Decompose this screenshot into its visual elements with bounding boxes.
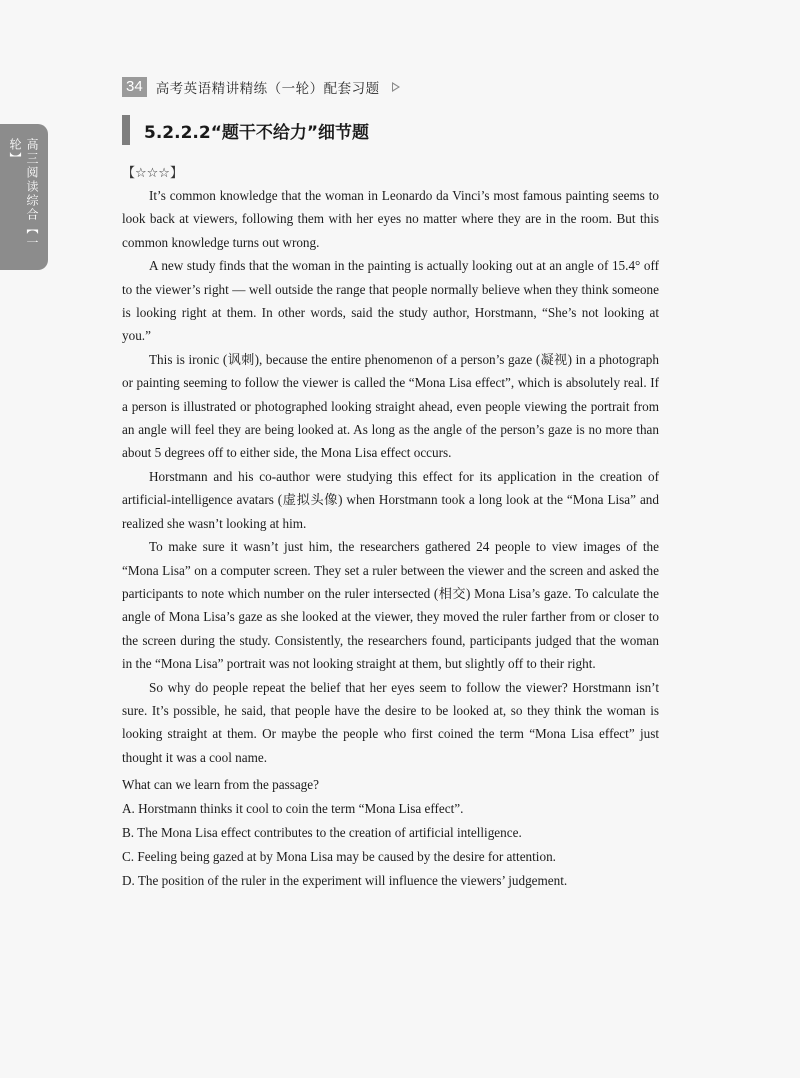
heading-bar-marker (122, 115, 130, 145)
question-stem: What can we learn from the passage? (122, 777, 319, 792)
section-heading (122, 114, 369, 146)
passage-paragraph: A new study finds that the woman in the painting is actually looking out at an angle of 15.4° off to the viewer’s right — well outside the range that people normally believe when they think someone is looking right at them. In other words, said the study author, Horstmann, “She’s not looking at you.” (122, 258, 659, 344)
section-title: 5.2.2.2“题干不给力”细节题 (144, 122, 370, 143)
passage-paragraph: It’s common knowledge that the woman in Leonardo da Vinci’s most famous painting seems to look back at viewers, following them with her eyes no matter where they are in the room. But this common knowledge turns out wrong. (122, 188, 659, 250)
page-number: 34 (122, 77, 147, 97)
reading-passage (122, 184, 659, 769)
passage-paragraph: To make sure it wasn’t just him, the researchers gathered 24 people to view images of the “Mona Lisa” on a computer screen. They set a ruler between the viewer and the screen and asked the participants to note which number on the ruler intersected (相交) Mona Lisa’s gaze. To calculate the angle of Mona Lisa’s gaze as she looked at the viewer, they moved the ruler farther from or closer to the screen during the study. Consistently, the researchers found, participants judged that the woman in the “Mona Lisa” portrait was not looking straight at them, but slightly off to their right. (122, 539, 659, 672)
passage-paragraph: So why do people repeat the belief that her eyes seem to follow the viewer? Horstmann isn’t sure. It’s possible, he said, that people have the desire to be looked at, so they think the woman is looking straight at them. Or maybe the people who first coined the term “Mona Lisa effect” just thought it was a cool name. (122, 679, 659, 765)
passage-paragraph: Horstmann and his co-author were studying this effect for its application in the creation of artificial-intelligence avatars (虚拟头像) when Horstmann took a long look at the “Mona Lisa” and realized she wasn’t looking at him. (122, 468, 659, 531)
side-tab-label: 高三阅读综合【一轮】 (8, 138, 39, 250)
difficulty-rating: 【☆☆☆】 (122, 166, 183, 181)
passage-paragraph: This is ironic (讽刺), because the entire phenomenon of a person’s gaze (凝视) in a photograph or painting seeming to follow the viewer is called the “Mona Lisa effect”, which is absolutely real. If a person is illustrated or photographed looking straight ahead, even people viewing the portrait from an angle will feel they are being looked at. As long as the angle of the person’s gaze is no more than about 5 degrees off to either side, the Mona Lisa effect occurs. (122, 351, 659, 461)
triangle-outline-icon (392, 82, 400, 92)
question-block (122, 773, 682, 893)
answer-option-a: A. Horstmann thinks it cool to coin the term “Mona Lisa effect”. (122, 801, 464, 816)
book-title: 高考英语精讲精练（一轮）配套习题 (155, 81, 380, 97)
answer-option-d: D. The position of the ruler in the experiment will influence the viewers’ judgement. (122, 873, 568, 888)
answer-option-c: C. Feeling being gazed at by Mona Lisa may be caused by the desire for attention. (122, 849, 556, 864)
page-header (122, 76, 400, 98)
side-tab (0, 124, 48, 270)
answer-option-b: B. The Mona Lisa effect contributes to the creation of artificial intelligence. (122, 825, 522, 840)
